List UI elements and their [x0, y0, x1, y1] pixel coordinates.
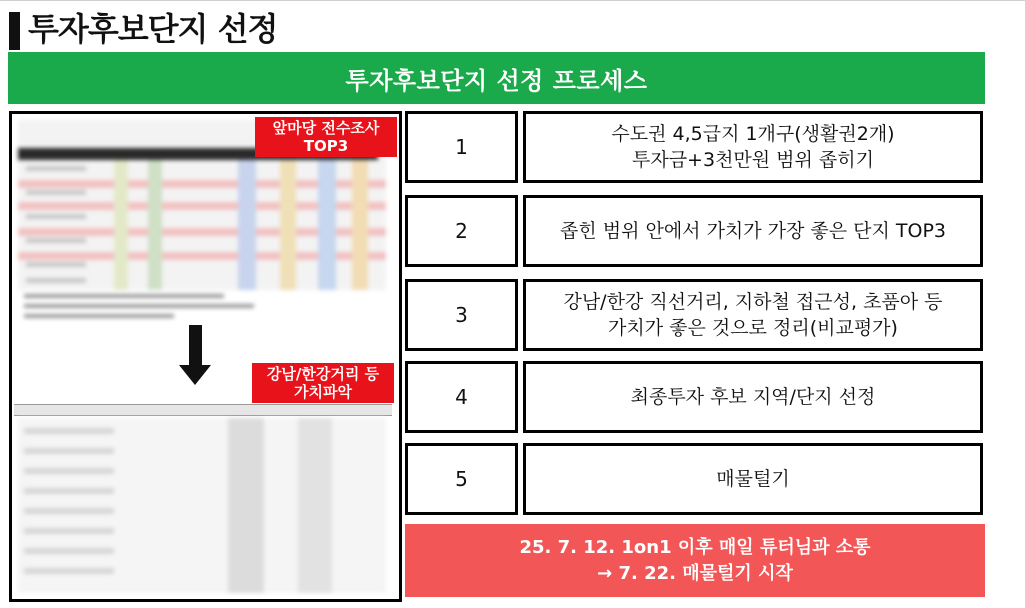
step-desc-line: 수도권 4,5급지 1개구(생활권2개) — [611, 123, 895, 145]
process-banner: 투자후보단지 선정 프로세스 — [8, 52, 985, 104]
timeline-note — [405, 524, 985, 597]
step-row-2 — [405, 195, 985, 267]
label-value-line1: 강남/한강거리 등 — [266, 365, 380, 383]
timeline-note-line: 25. 7. 12. 1on1 이후 매일 튜터님과 소통 — [519, 536, 871, 558]
step-description — [523, 195, 983, 267]
label-value-line2: 가치파악 — [294, 383, 352, 401]
page-title: 투자후보단지 선정 — [28, 10, 278, 48]
step-desc-line: 투자금+3천만원 범위 좁히기 — [632, 149, 874, 171]
label-value-analysis — [252, 363, 394, 403]
step-description — [523, 443, 983, 515]
blurred-notes-graphic — [24, 290, 284, 326]
label-survey-line2: TOP3 — [303, 137, 349, 155]
down-arrow-shaft — [189, 325, 202, 367]
step-row-3 — [405, 279, 985, 351]
step-desc-line: 최종투자 후보 지역/단지 선정 — [630, 386, 876, 408]
label-survey-line1: 앞마당 전수조사 — [272, 119, 380, 137]
step-number: 5 — [405, 443, 518, 515]
down-arrow-icon — [179, 365, 211, 385]
sheet-header-row — [14, 404, 392, 416]
step-row-1 — [405, 111, 985, 183]
step-desc-line: 강남/한강 직선거리, 지하철 접근성, 초품아 등 — [563, 291, 943, 313]
step-description — [523, 111, 983, 183]
step-desc-line: 좁힌 범위 안에서 가치가 가장 좋은 단지 TOP3 — [559, 220, 947, 242]
top-divider — [0, 0, 1025, 1]
step-number: 4 — [405, 361, 518, 433]
step-description — [523, 279, 983, 351]
step-desc-line: 가치가 좋은 것으로 정리(비교평가) — [608, 317, 898, 339]
step-row-4 — [405, 361, 985, 433]
step-number: 1 — [405, 111, 518, 183]
spreadsheet-preview-panel — [9, 111, 402, 602]
blurred-notes — [24, 290, 284, 326]
blurred-sheet-bottom-graphic — [18, 418, 386, 593]
step-row-5 — [405, 443, 985, 515]
timeline-note-line: → 7. 22. 매물털기 시작 — [597, 562, 793, 584]
blurred-sheet-bottom — [18, 418, 386, 593]
title-accent-bar — [9, 12, 20, 50]
step-desc-line: 매물털기 — [716, 468, 790, 490]
label-survey-top3 — [255, 117, 397, 157]
step-description — [523, 361, 983, 433]
step-number: 3 — [405, 279, 518, 351]
step-number: 2 — [405, 195, 518, 267]
